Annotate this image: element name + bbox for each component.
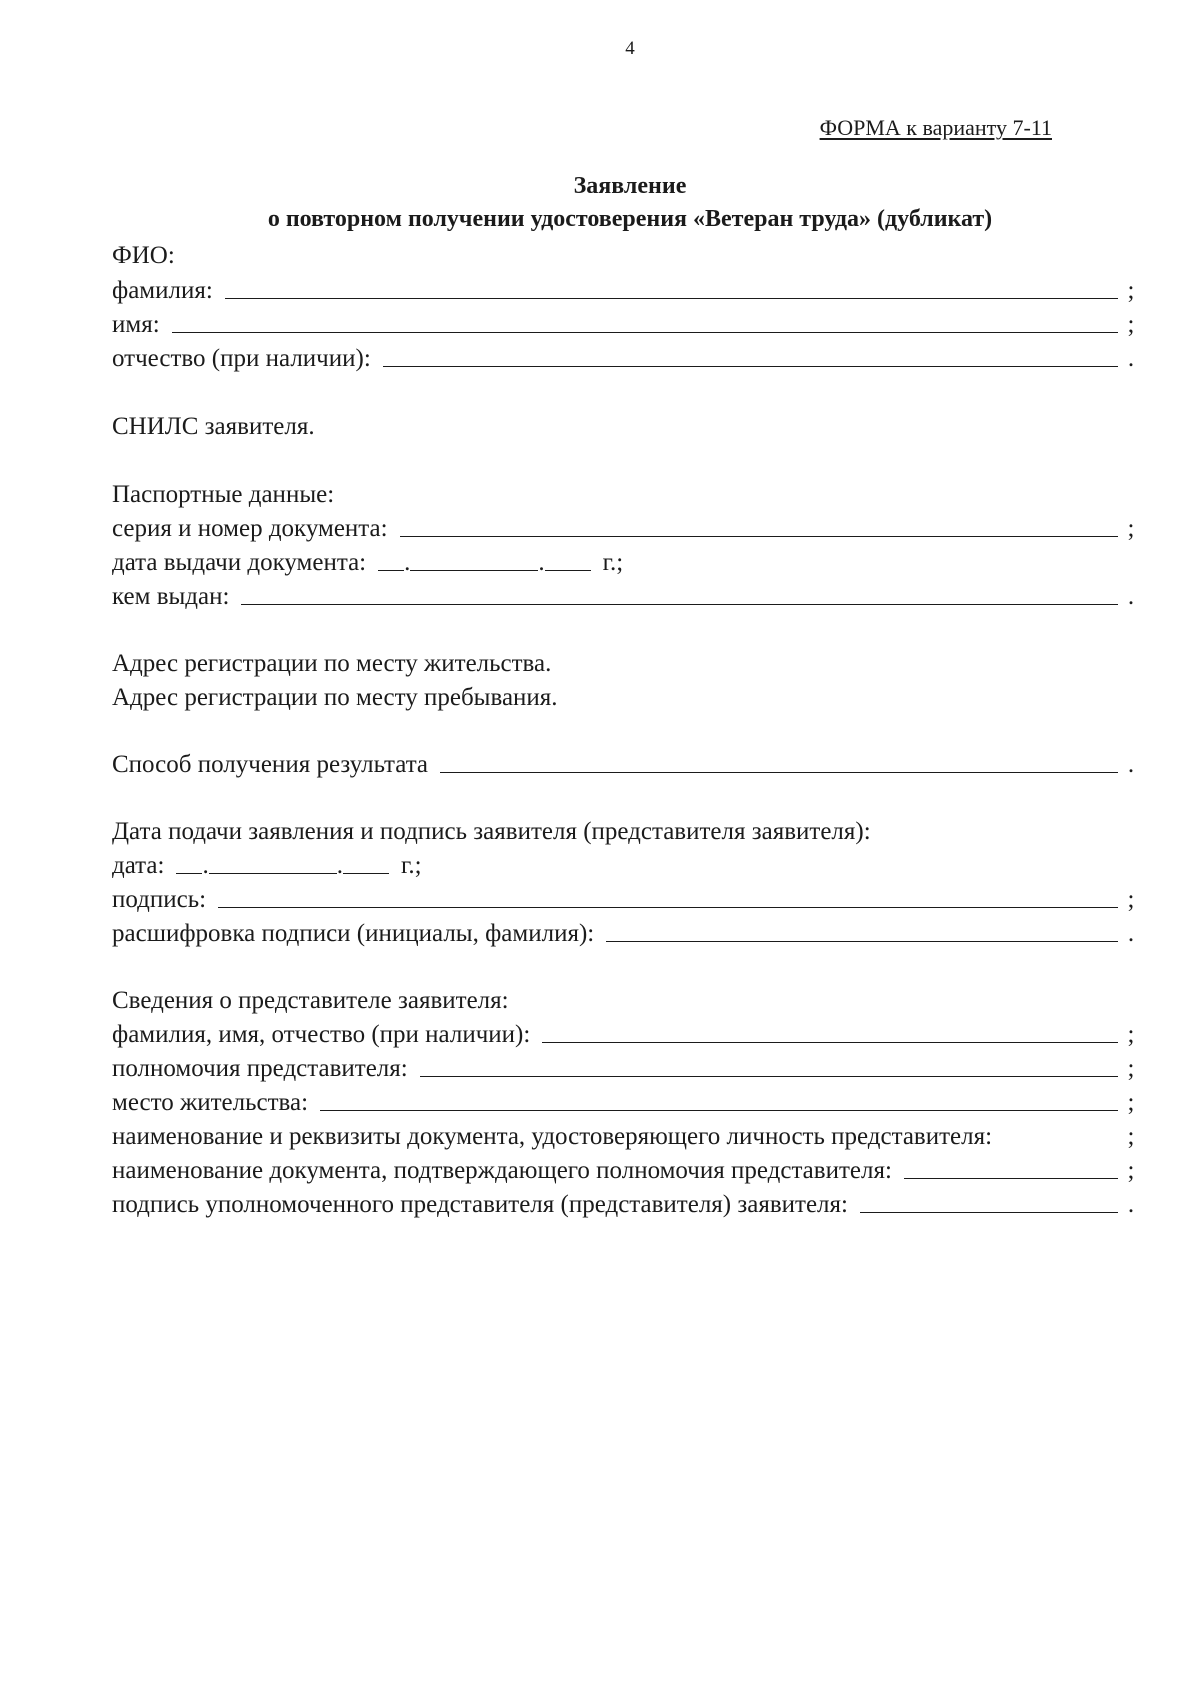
document-subtitle: о повторном получении удостоверения «Ветеран труда» (дубликат) — [267, 206, 993, 232]
submission-year-field[interactable] — [343, 872, 389, 874]
issued-by-label: кем выдан: — [112, 583, 230, 610]
signature-decoding-field[interactable] — [606, 940, 1118, 942]
signature-decoding-label: расшифровка подписи (инициалы, фамилия): — [112, 920, 595, 947]
rep-authority-field[interactable] — [420, 1075, 1118, 1077]
passport-series-end: ; — [1127, 515, 1135, 542]
result-method-end: . — [1127, 751, 1135, 778]
signature-row — [112, 880, 1138, 914]
address-residence-row — [112, 644, 1138, 678]
submission-heading-row — [112, 812, 1138, 846]
rep-authority-label: полномочия представителя: — [112, 1055, 408, 1082]
snils-row — [112, 407, 1138, 441]
passport-date-label: дата выдачи документа: — [112, 549, 367, 576]
patronymic-label: отчество (при наличии): — [112, 345, 371, 372]
rep-id-doc-label: наименование и реквизиты документа, удостоверяющего личность представителя: — [112, 1123, 993, 1150]
issued-by-end: . — [1127, 583, 1135, 610]
rep-fio-label: фамилия, имя, отчество (при наличии): — [112, 1021, 531, 1048]
patronymic-field[interactable] — [383, 365, 1118, 367]
passport-year-suffix: г.; — [602, 549, 624, 576]
patronymic-row — [112, 339, 1138, 373]
passport-date-dot2: . — [538, 549, 545, 576]
submission-day-field[interactable] — [176, 872, 202, 874]
rep-signature-end: . — [1127, 1191, 1135, 1218]
rep-fio-field[interactable] — [542, 1041, 1118, 1043]
rep-fio-end: ; — [1127, 1021, 1135, 1048]
issued-by-row — [112, 577, 1138, 611]
name-row — [112, 305, 1138, 339]
surname-field[interactable] — [225, 297, 1118, 299]
submission-heading: Дата подачи заявления и подпись заявителя (представителя заявителя): — [112, 818, 871, 845]
fio-heading: ФИО: — [112, 242, 175, 269]
passport-date-dot1: . — [404, 549, 411, 576]
page-number: 4 — [625, 38, 635, 59]
passport-series-row — [112, 509, 1138, 543]
rep-authority-end: ; — [1127, 1055, 1135, 1082]
issued-by-field[interactable] — [241, 603, 1118, 605]
signature-field[interactable] — [218, 906, 1118, 908]
name-field[interactable] — [172, 331, 1118, 333]
rep-authority-row — [112, 1049, 1138, 1083]
snils-label: СНИЛС заявителя. — [112, 413, 315, 440]
name-label: имя: — [112, 311, 160, 338]
rep-id-doc-end: ; — [1127, 1123, 1135, 1150]
result-method-row — [112, 745, 1138, 779]
rep-id-doc-row — [112, 1117, 1138, 1151]
rep-authority-doc-end: ; — [1127, 1157, 1135, 1184]
rep-authority-doc-field[interactable] — [904, 1177, 1118, 1179]
signature-decoding-row — [112, 914, 1138, 948]
result-method-field[interactable] — [440, 771, 1118, 773]
address-stay-row — [112, 678, 1138, 712]
name-end: ; — [1127, 311, 1135, 338]
passport-series-field[interactable] — [400, 535, 1118, 537]
rep-signature-row — [112, 1185, 1138, 1219]
passport-year-field[interactable] — [545, 569, 591, 571]
signature-decoding-end: . — [1127, 920, 1135, 947]
rep-signature-label: подпись уполномоченного представителя (представителя) заявителя: — [112, 1191, 848, 1218]
patronymic-end: . — [1127, 345, 1135, 372]
representative-heading: Сведения о представителе заявителя: — [112, 987, 509, 1014]
passport-series-label: серия и номер документа: — [112, 515, 388, 542]
submission-date-dot2: . — [336, 852, 343, 879]
passport-heading: Паспортные данные: — [112, 481, 335, 508]
submission-date-row — [112, 846, 1138, 880]
rep-residence-end: ; — [1127, 1089, 1135, 1116]
rep-authority-doc-row — [112, 1151, 1138, 1185]
result-method-label: Способ получения результата — [112, 751, 429, 778]
passport-heading-row — [112, 475, 1138, 509]
rep-residence-label: место жительства: — [112, 1089, 309, 1116]
submission-year-suffix: г.; — [400, 852, 422, 879]
surname-end: ; — [1127, 277, 1135, 304]
rep-fio-row — [112, 1015, 1138, 1049]
fio-heading-row — [112, 236, 1138, 270]
rep-residence-field[interactable] — [320, 1109, 1118, 1111]
document-title: Заявление — [573, 173, 687, 199]
signature-end: ; — [1127, 886, 1135, 913]
address-stay: Адрес регистрации по месту пребывания. — [112, 684, 558, 711]
rep-signature-field[interactable] — [860, 1211, 1118, 1213]
address-residence: Адрес регистрации по месту жительства. — [112, 650, 552, 677]
form-reference: ФОРМА к варианту 7-11 — [819, 115, 1052, 140]
passport-month-field[interactable] — [410, 569, 538, 571]
surname-label: фамилия: — [112, 277, 213, 304]
passport-day-field[interactable] — [378, 569, 404, 571]
submission-date-label: дата: — [112, 852, 165, 879]
submission-date-dot1: . — [202, 852, 209, 879]
rep-authority-doc-label: наименование документа, подтверждающего полномочия представителя: — [112, 1157, 892, 1184]
passport-date-row — [112, 543, 1138, 577]
surname-row — [112, 271, 1138, 305]
signature-label: подпись: — [112, 886, 207, 913]
representative-heading-row — [112, 981, 1138, 1015]
rep-residence-row — [112, 1083, 1138, 1117]
submission-month-field[interactable] — [209, 872, 337, 874]
